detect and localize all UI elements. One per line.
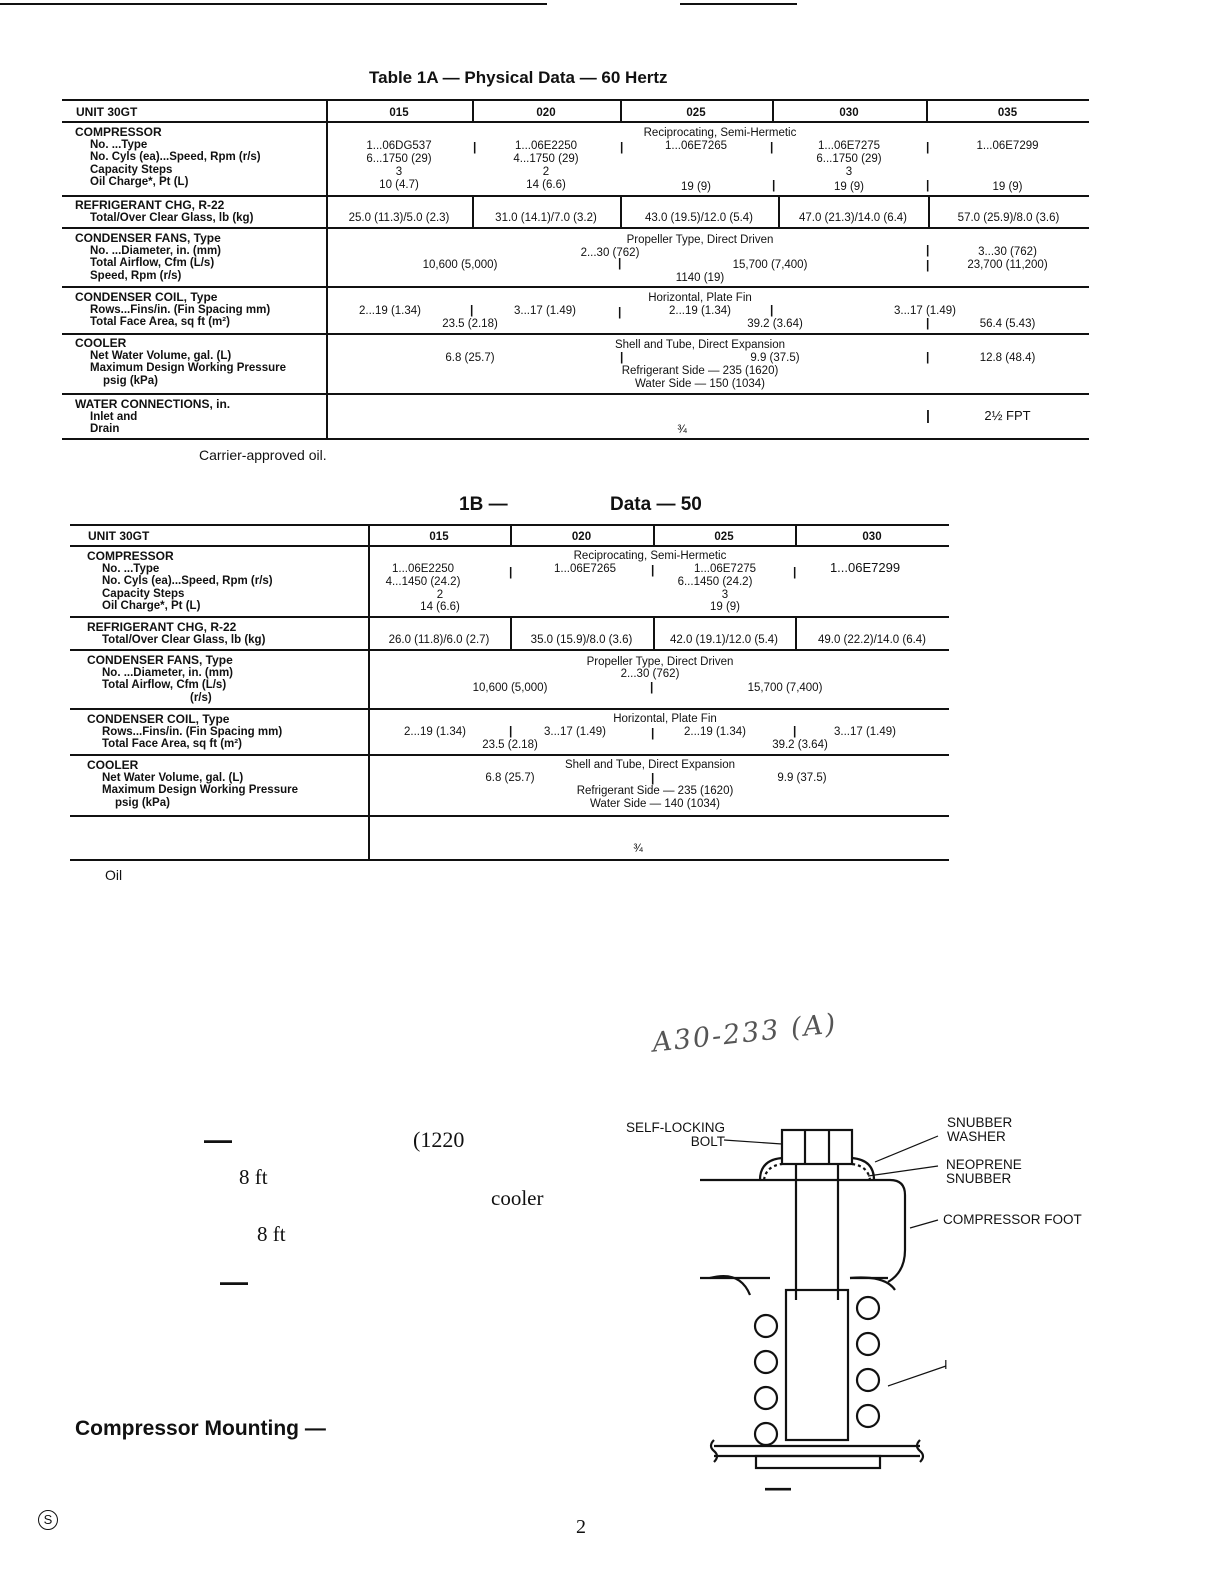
row-label-block: CONDENSER COIL, Type Rows...Fins/in. (Fin Spacing mm) Total Face Area, sq ft (m²)	[87, 712, 283, 750]
row-label-block: COOLER Net Water Volume, gal. (L) Maximum Design Working Pressure psig (kPa)	[87, 758, 298, 809]
footnote: Oil	[105, 867, 123, 883]
col-header: 020	[536, 107, 556, 119]
footer-symbol	[38, 1510, 58, 1530]
row-label-block: CONDENSER COIL, Type Rows...Fins/in. (Fin Spacing mm) Total Face Area, sq ft (m²)	[75, 290, 271, 328]
table-1b-title-a: 1B —	[459, 494, 508, 515]
handwritten-note: A30-233 (A)	[650, 1008, 839, 1059]
unit-label: UNIT 30GT	[76, 105, 138, 119]
body-fragment: —	[220, 1266, 248, 1297]
body-fragment: 8 ft	[257, 1222, 286, 1246]
col-header: 015	[389, 107, 409, 119]
row-label-block: COMPRESSOR No. ...Type No. Cyls (ea)...Speed, Rpm (r/s) Capacity Steps Oil Charge*, Pt (L)	[75, 125, 261, 188]
col-header: 025	[686, 107, 706, 119]
body-fragment: (1220	[413, 1127, 465, 1152]
row-label-block: WATER CONNECTIONS, in. Inlet and Drain	[75, 397, 231, 435]
col-header: 020	[571, 531, 592, 543]
body-fragment: —	[204, 1124, 232, 1155]
footer-symbol-letter: S	[43, 1512, 53, 1527]
span-text: Reciprocating, Semi-Hermetic	[643, 127, 797, 139]
row-label-block: REFRIGERANT CHG, R-22 Total/Over Clear Glass, lb (kg)	[87, 620, 266, 646]
table-1b-title-b: Data — 50	[610, 494, 702, 515]
row-label-block: CONDENSER FANS, Type No. ...Diameter, in. (mm) Total Airflow, Cfm (L/s) Speed, Rpm (r/s)	[75, 231, 221, 282]
row-label-block: COOLER Net Water Volume, gal. (L) Maximum Design Working Pressure psig (kPa)	[75, 336, 286, 387]
label-neoprene-snubber: NEOPRENE SNUBBER	[946, 1157, 1022, 1186]
row-label-block: CONDENSER FANS, Type No. ...Diameter, in. (mm) Total Airflow, Cfm (L/s) (r/s)	[87, 653, 233, 704]
section-heading: Compressor Mounting —	[75, 1417, 326, 1440]
col-header: 030	[839, 107, 859, 119]
top-rule-left	[0, 3, 547, 5]
col-header: 035	[997, 107, 1018, 119]
label-compressor-foot: COMPRESSOR FOOT	[943, 1212, 1082, 1227]
label-spring: I	[944, 1357, 948, 1372]
body-fragment: cooler	[491, 1186, 544, 1210]
row-label-block: REFRIGERANT CHG, R-22 Total/Over Clear Glass, lb (kg)	[75, 198, 254, 224]
label-snubber-washer: SNUBBER WASHER	[947, 1115, 1013, 1144]
col-header: 030	[862, 531, 882, 543]
figure-caption-dash: —	[765, 1472, 791, 1502]
row-label-block: COMPRESSOR No. ...Type No. Cyls (ea)...Speed, Rpm (r/s) Capacity Steps Oil Charge*, Pt (L)	[87, 549, 273, 612]
page-number: 2	[576, 1516, 586, 1538]
col-header: 025	[714, 531, 734, 543]
col-header: 015	[429, 531, 449, 543]
footnote: Carrier-approved oil.	[199, 447, 327, 463]
label-self-locking-bolt: SELF-LOCKING BOLT	[625, 1120, 725, 1149]
unit-label: UNIT 30GT	[88, 529, 150, 543]
table-1a-title: Table 1A — Physical Data — 60 Hertz	[369, 68, 668, 87]
top-rule-right	[680, 3, 797, 5]
body-fragment: 8 ft	[239, 1165, 268, 1189]
